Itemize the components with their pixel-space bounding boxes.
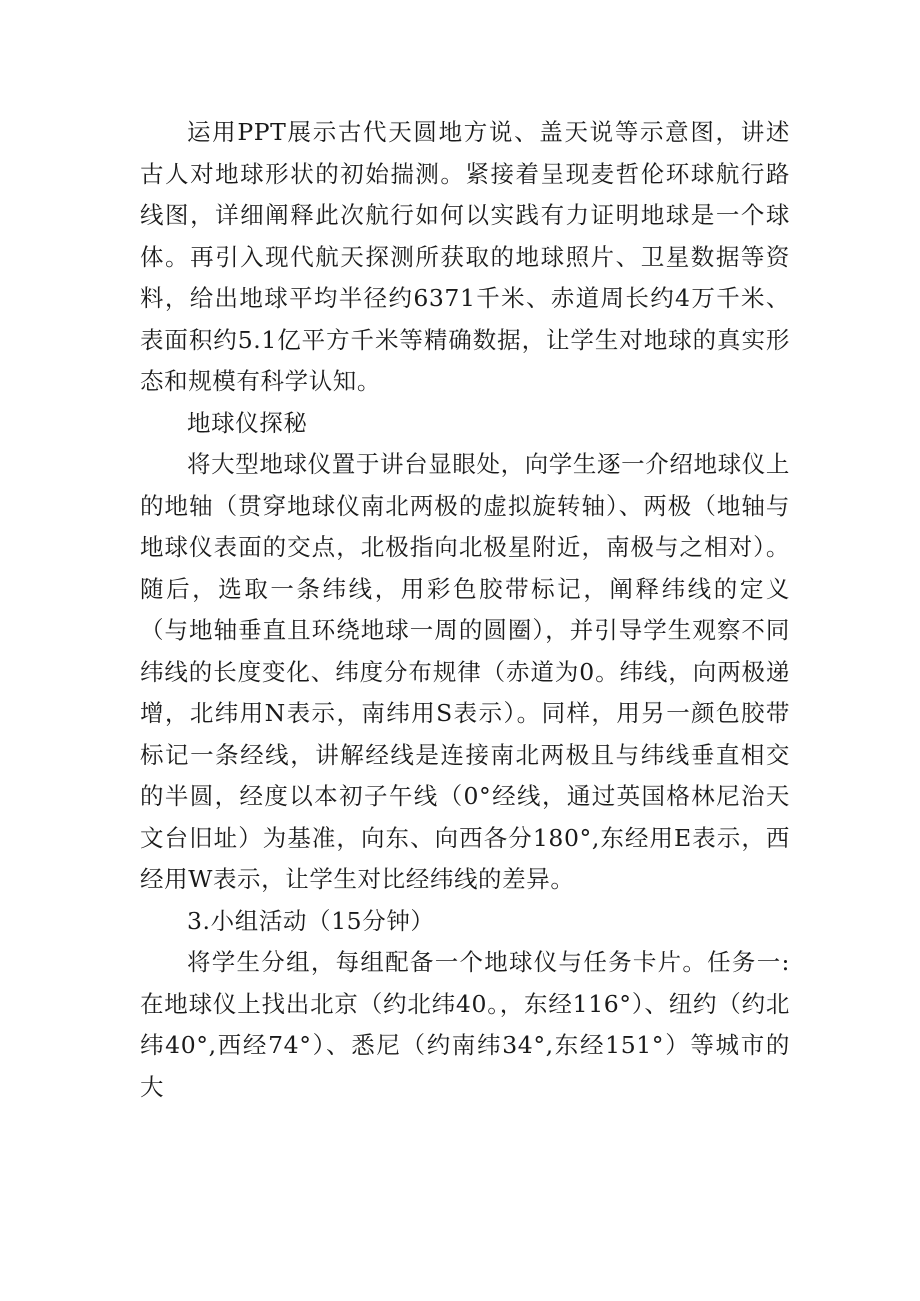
section-heading-globe: 地球仪探秘: [187, 408, 308, 437]
section-heading-group-activity: 3.小组活动（15分钟）: [187, 906, 435, 935]
document-body: [140, 112, 790, 1108]
paragraph-group-task: 将学生分组，每组配备一个地球仪与任务卡片。任务一:在地球仪上找出北京（约北纬40。，东经116°）、纽约（约北纬40°,西经74°）、悉尼（约南纬34°,东经151°）等城市的大: [140, 948, 790, 1101]
paragraph-globe-explanation: 将大型地球仪置于讲台显眼处，向学生逐一介绍地球仪上的地轴（贯穿地球仪南北两极的虚拟旋转轴）、两极（地轴与地球仪表面的交点，北极指向北极星附近，南极与之相对）。随后，选取一条纬线，用彩色胶带标记，阐释纬线的定义（与地轴垂直且环绕地球一周的圆圈），并引导学生观察不同纬线的长度变化、纬度分布规律（赤道为0。纬线，向两极递增，北纬用N表示，南纬用S表示）。同样，用另一颜色胶带标记一条经线，讲解经线是连接南北两极且与纬线垂直相交的半圆，经度以本初子午线（0°经线，通过英国格林尼治天文台旧址）为基准，向东、向西各分180°,东经用E表示，西经用W表示，让学生对比经纬线的差异。: [140, 450, 790, 893]
paragraph-earth-shape: 运用PPT展示古代天圆地方说、盖天说等示意图，讲述古人对地球形状的初始揣测。紧接着呈现麦哲伦环球航行路线图，详细阐释此次航行如何以实践有力证明地球是一个球体。再引入现代航天探测所获取的地球照片、卫星数据等资料，给出地球平均半径约6371千米、赤道周长约4万千米、表面积约5.1亿平方千米等精确数据，让学生对地球的真实形态和规模有科学认知。: [140, 118, 790, 395]
